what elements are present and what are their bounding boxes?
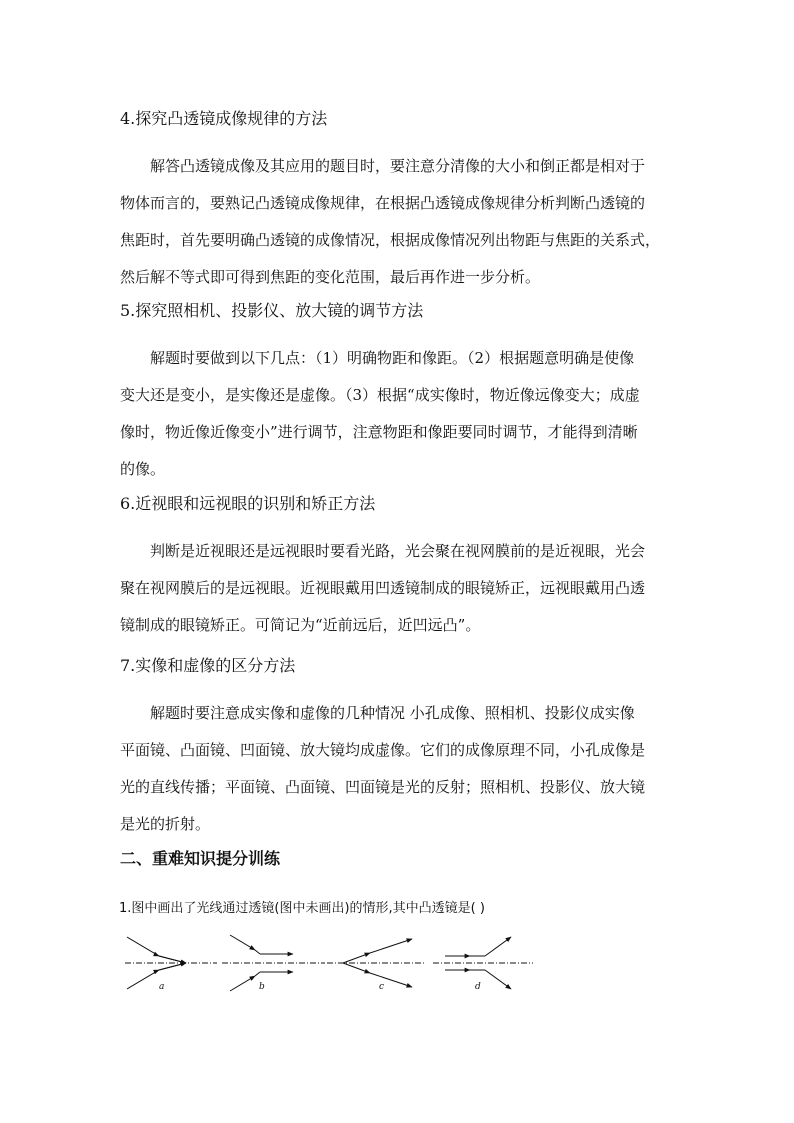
section-6-paragraph <box>120 533 680 644</box>
light-ray <box>159 956 186 963</box>
section-5-paragraph <box>120 340 680 488</box>
paragraph-line: 物体而言的，要熟记凸透镜成像规律，在根据凸透镜成像规律分析判断凸透镜的 <box>120 194 646 212</box>
light-ray <box>255 950 260 954</box>
part-title: 二、重难知识提分训练 <box>120 849 281 868</box>
paragraph-line: 像时，物近像近像变小”进行调节，注意物距和像距要同时调节，才能得到清晰 <box>120 423 638 441</box>
light-ray <box>485 970 511 989</box>
section-7-paragraph <box>120 695 680 843</box>
paragraph-line: 解题时要做到以下几点：（1）明确物距和像距。（2）根据题意明确是使像 <box>150 349 635 367</box>
section-4-heading: 4.探究凸透镜成像规律的方法 <box>120 109 328 128</box>
figure-label-a: a <box>159 982 165 992</box>
diagram-d <box>433 937 533 989</box>
paragraph-line: 平面镜、凸面镜、凹面镜、放大镜均成虚像。它们的成像原理不同，小孔成像是 <box>120 741 646 759</box>
paragraph-line: 聚在视网膜后的是远视眼。近视眼戴用凹透镜制成的眼镜矫正，远视眼戴用凸透 <box>120 579 646 597</box>
light-ray <box>230 935 255 950</box>
paragraph-line: 变大还是变小，是实像还是虚像。（3）根据“成实像时，物近像远像变大；成虚 <box>120 386 640 404</box>
light-ray <box>127 937 186 963</box>
diagram-c <box>327 939 425 987</box>
light-ray <box>485 937 511 956</box>
light-ray <box>370 973 412 987</box>
light-ray <box>255 972 260 976</box>
paragraph-line: 的像。 <box>120 460 166 478</box>
figure-label-c: c <box>379 982 385 992</box>
figure-label-b: b <box>259 982 265 992</box>
section-4-paragraph <box>120 148 680 296</box>
question-text: 1.图中画出了光线通过透镜(图中未画出)的情形,其中凸透镜是( ) <box>119 901 485 916</box>
light-ray <box>230 976 255 991</box>
paragraph-line: 光的直线传播；平面镜、凸面镜、凹面镜是光的反射；照相机、投影仪、放大镜 <box>120 778 646 796</box>
light-ray <box>159 963 186 970</box>
section-7-heading: 7.实像和虚像的区分方法 <box>120 656 296 675</box>
light-ray <box>343 953 370 963</box>
light-ray <box>370 939 412 953</box>
diagram-a <box>125 937 217 989</box>
section-5-heading: 5.探究照相机、投影仪、放大镜的调节方法 <box>120 301 424 320</box>
paragraph-line: 解答凸透镜成像及其应用的题目时，要注意分清像的大小和倒正都是相对于 <box>150 157 646 175</box>
light-ray <box>127 963 186 989</box>
light-ray-figure <box>115 925 535 1000</box>
paragraph-line: 是光的折射。 <box>120 815 211 833</box>
paragraph-line: 焦距时，首先要明确凸透镜的成像情况，根据成像情况列出物距与焦距的关系式， <box>120 231 661 249</box>
diagram-b <box>222 935 325 991</box>
section-6-heading: 6.近视眼和远视眼的识别和矫正方法 <box>120 494 376 513</box>
paragraph-line: 然后解不等式即可得到焦距的变化范围，最后再作进一步分析。 <box>120 268 541 286</box>
paragraph-line: 判断是近视眼还是远视眼时要看光路，光会聚在视网膜前的是近视眼，光会 <box>150 542 646 560</box>
figure-label-d: d <box>475 982 481 992</box>
light-ray <box>343 963 370 973</box>
paragraph-line: 镜制成的眼镜矫正。可简记为“近前远后，近凹远凸”。 <box>120 616 481 634</box>
paragraph-line: 解题时要注意成实像和虚像的几种情况 小孔成像、照相机、投影仪成实像 <box>150 704 635 722</box>
